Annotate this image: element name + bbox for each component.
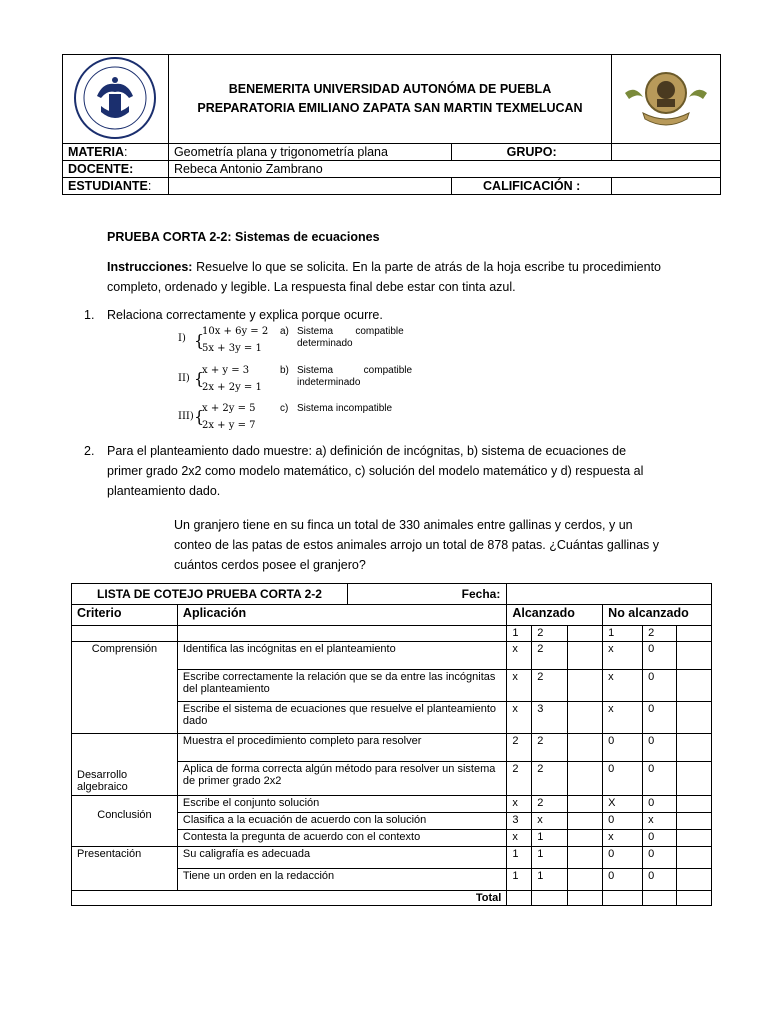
empty-cell [568, 762, 603, 796]
q1-number: 1. [84, 308, 95, 322]
option-b-letter: b) [280, 365, 289, 376]
system-1-label: I) [178, 333, 186, 344]
empty-cell [677, 670, 712, 702]
score-cell: 0 [643, 869, 677, 891]
grupo-value[interactable] [612, 144, 721, 161]
checklist-table [71, 583, 712, 906]
score-cell: 1 [532, 869, 568, 891]
total-cell[interactable] [677, 891, 712, 906]
score-cell: 1 [507, 847, 532, 869]
score-cell: 2 [532, 734, 568, 762]
systems-figure [178, 325, 413, 435]
system-3-eq2: 2x + y = 7 [202, 420, 256, 431]
score-cell: 2 [532, 796, 568, 813]
score-cell: 3 [532, 702, 568, 734]
score-cell: 0 [643, 670, 677, 702]
system-2-eq2: 2x + 2y = 1 [202, 382, 262, 393]
score-cell: 1 [507, 869, 532, 891]
score-cell: 2 [532, 670, 568, 702]
system-1-eq2: 5x + 3y = 1 [202, 343, 262, 354]
app-text: Contesta la pregunta de acuerdo con el contexto [177, 830, 506, 847]
score-cell: x [507, 702, 532, 734]
empty-cell [177, 626, 506, 642]
score-cell: x [507, 670, 532, 702]
empty-cell [677, 796, 712, 813]
score-cell: 3 [507, 813, 532, 830]
sub-header-3: 1 [603, 626, 643, 642]
app-text: Aplica de forma correcta algún método para resolver un sistema de primer grado 2x2 [177, 762, 506, 796]
materia-label-cell: MATERIA: [63, 144, 169, 161]
total-cell[interactable] [603, 891, 643, 906]
empty-cell [677, 702, 712, 734]
instructions-label: Instrucciones: [107, 260, 193, 274]
app-text: Clasifica a la ecuación de acuerdo con la solución [177, 813, 506, 830]
empty-cell [677, 642, 712, 670]
grupo-label: GRUPO: [452, 144, 612, 161]
materia-label: MATERIA [68, 145, 125, 159]
score-cell: 0 [643, 762, 677, 796]
docente-label: DOCENTE: [63, 161, 169, 178]
score-cell: 0 [643, 796, 677, 813]
empty-cell [677, 847, 712, 869]
app-text: Tiene un orden en la redacción [177, 869, 506, 891]
score-cell: 0 [643, 702, 677, 734]
empty-cell [568, 626, 603, 642]
system-2-eq1: x + y = 3 [202, 365, 250, 376]
docente-value: Rebeca Antonio Zambrano [168, 161, 720, 178]
empty-cell [568, 869, 603, 891]
instructions [107, 257, 661, 297]
app-text: Muestra el procedimiento completo para resolver [177, 734, 506, 762]
empty-cell [568, 734, 603, 762]
criterion-comprension: Comprensión [72, 642, 178, 734]
option-b-text: Sistema compatible [297, 365, 413, 376]
checklist-title: LISTA DE COTEJO PRUEBA CORTA 2-2 [72, 584, 348, 604]
total-cell[interactable] [568, 891, 603, 906]
brace-icon: { [194, 369, 205, 388]
emiliano-zapata-emblem-icon [621, 63, 711, 133]
empty-cell [677, 830, 712, 847]
empty-cell [677, 762, 712, 796]
option-c-letter: c) [280, 403, 289, 414]
score-cell: X [603, 796, 643, 813]
score-cell: x [603, 670, 643, 702]
fecha-value[interactable] [507, 584, 712, 605]
col-no-alcanzado: No alcanzado [603, 605, 712, 626]
option-c-text: Sistema incompatible [297, 403, 393, 414]
brace-icon: { [194, 331, 205, 350]
empty-cell [568, 813, 603, 830]
total-cell[interactable] [507, 891, 532, 906]
score-cell: 0 [603, 847, 643, 869]
score-cell: x [603, 830, 643, 847]
empty-cell [568, 830, 603, 847]
score-cell: x [507, 642, 532, 670]
empty-cell [677, 813, 712, 830]
score-cell: x [643, 813, 677, 830]
fecha-label: Fecha: [461, 587, 501, 601]
brace-icon: { [194, 407, 205, 426]
score-cell: 0 [643, 847, 677, 869]
school-name: PREPARATORIA EMILIANO ZAPATA SAN MARTIN TEXMELUCAN [197, 101, 583, 115]
app-text: Su caligrafía es adecuada [177, 847, 506, 869]
score-cell: 0 [643, 642, 677, 670]
empty-cell [677, 869, 712, 891]
empty-cell [677, 734, 712, 762]
school-title-cell [168, 55, 611, 144]
option-a-text: Sistema compatible [297, 326, 404, 337]
system-3-label: III) [178, 411, 194, 422]
materia-value: Geometría plana y trigonometría plana [168, 144, 451, 161]
score-cell: x [603, 642, 643, 670]
option-a-text-2: determinado [297, 338, 353, 349]
empty-cell [568, 670, 603, 702]
sub-header-1: 1 [507, 626, 532, 642]
estudiante-label: ESTUDIANTE [68, 179, 148, 193]
system-1-eq1: 10x + 6y = 2 [202, 326, 269, 337]
exam-title: PRUEBA CORTA 2-2: Sistemas de ecuaciones [107, 230, 380, 244]
sub-header-4: 2 [643, 626, 677, 642]
score-cell: 0 [603, 734, 643, 762]
score-cell: 0 [603, 762, 643, 796]
col-criterio: Criterio [72, 605, 178, 626]
score-cell: x [532, 813, 568, 830]
score-cell: 2 [532, 762, 568, 796]
empty-cell [568, 796, 603, 813]
estudiante-label-cell: ESTUDIANTE: [63, 178, 169, 195]
score-cell: 1 [532, 830, 568, 847]
app-text: Escribe el conjunto solución [177, 796, 506, 813]
empty-cell [72, 626, 178, 642]
estudiante-value[interactable] [168, 178, 451, 195]
score-cell: 0 [643, 830, 677, 847]
sub-header-2: 2 [532, 626, 568, 642]
app-text: Escribe el sistema de ecuaciones que resuelve el planteamiento dado [177, 702, 506, 734]
criterion-desarrollo: Desarrollo algebraico [72, 734, 178, 796]
calificacion-label: CALIFICACIÓN : [452, 178, 612, 195]
university-name: BENEMERITA UNIVERSIDAD AUTONÓMA DE PUEBLA [228, 82, 552, 96]
criterion-conclusion: Conclusión [72, 796, 178, 847]
score-cell: 0 [603, 869, 643, 891]
empty-cell [677, 626, 712, 642]
total-cell[interactable] [643, 891, 677, 906]
score-cell: 0 [643, 734, 677, 762]
score-cell: x [507, 830, 532, 847]
col-alcanzado: Alcanzado [507, 605, 603, 626]
total-label: Total [72, 891, 507, 906]
app-text: Identifica las incógnitas en el planteamiento [177, 642, 506, 670]
university-seal-icon [73, 56, 157, 140]
score-cell: 2 [507, 762, 532, 796]
total-cell[interactable] [532, 891, 568, 906]
score-cell: 0 [603, 813, 643, 830]
score-cell: x [603, 702, 643, 734]
score-cell: 2 [532, 642, 568, 670]
option-a-letter: a) [280, 326, 289, 337]
checklist-title-cell [72, 584, 507, 605]
q2-text: Para el planteamiento dado muestre: a) definición de incógnitas, b) sistema de ecuaciones de primer grado 2x2 como modelo matemático, c) solución del modelo matemático y d) respuesta al planteamiento dado. [107, 444, 644, 498]
empty-cell [568, 847, 603, 869]
score-cell: x [507, 796, 532, 813]
col-aplicacion: Aplicación [177, 605, 506, 626]
score-cell: 2 [507, 734, 532, 762]
score-cell: 1 [532, 847, 568, 869]
criterion-presentacion: Presentación [72, 847, 178, 891]
school-logo-cell [612, 55, 721, 144]
university-logo-cell [63, 55, 169, 144]
calificacion-value[interactable] [612, 178, 721, 195]
app-text: Escribe correctamente la relación que se da entre las incógnitas del planteamiento [177, 670, 506, 702]
instructions-text: Resuelve lo que se solicita. En la parte de atrás de la hoja escribe tu procedimiento completo, ordenado y legible. La respuesta final debe estar con tinta azul. [107, 260, 661, 294]
option-b-text-2: indeterminado [297, 377, 361, 388]
empty-cell [568, 642, 603, 670]
system-3-eq1: x + 2y = 5 [202, 403, 256, 414]
problem-statement: Un granjero tiene en su finca un total de 330 animales entre gallinas y cerdos, y un conteo de las patas de estos animales arrojo un total de 878 patas. ¿Cuántas gallinas y cuántos cerdos posee el granjero? [174, 518, 660, 572]
q1-text: Relaciona correctamente y explica porque ocurre. [107, 308, 383, 322]
q2-number: 2. [84, 444, 95, 458]
empty-cell [568, 702, 603, 734]
system-2-label: II) [178, 373, 190, 384]
header-table [62, 54, 721, 195]
